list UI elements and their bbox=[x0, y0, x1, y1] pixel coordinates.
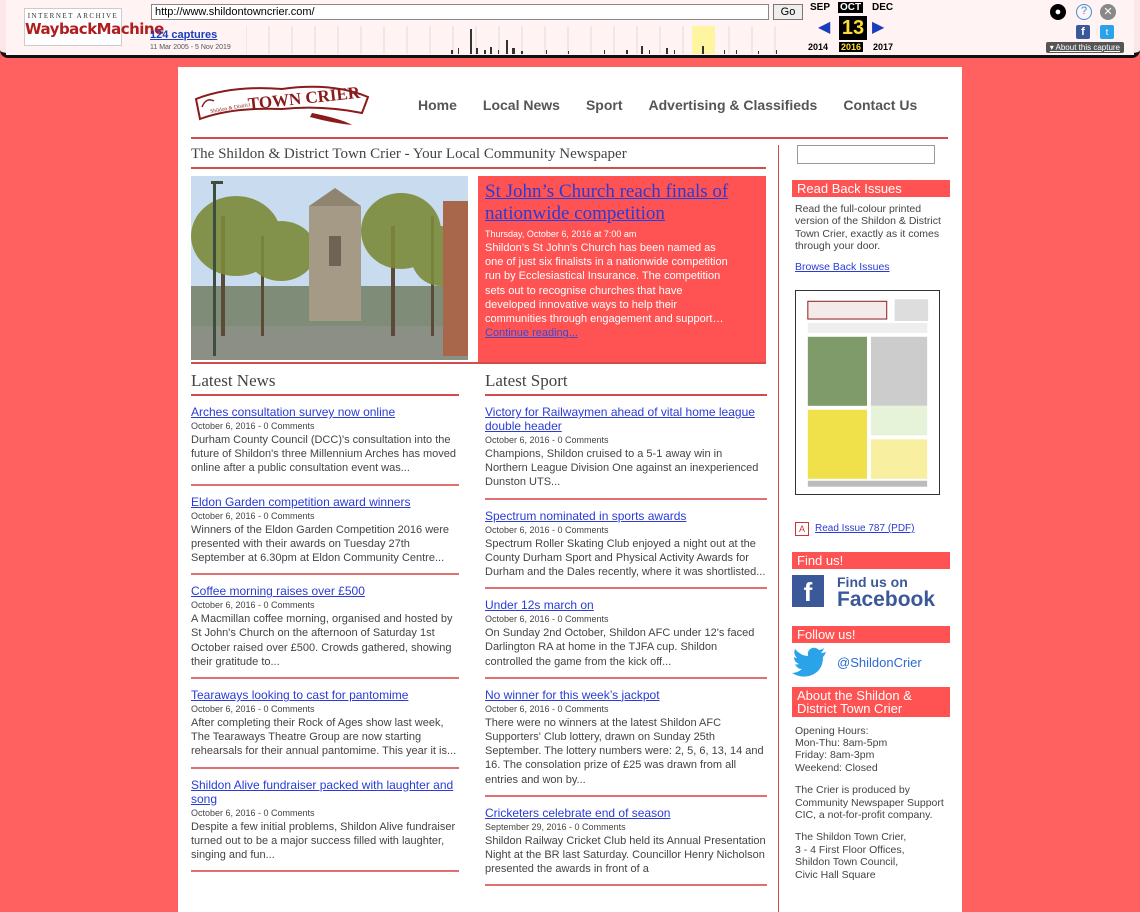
produced-by-text: The Crier is produced by Community Newspaper Support CIC, a not-for-profit company. bbox=[795, 784, 944, 822]
sport-article bbox=[485, 688, 767, 797]
address-line: Shildon Town Council, bbox=[795, 856, 899, 869]
sport-article bbox=[485, 598, 767, 679]
capture-day: 13 bbox=[839, 16, 867, 40]
hours-line: Mon-Thu: 8am-5pm bbox=[795, 737, 888, 750]
sidebar-divider bbox=[778, 145, 779, 912]
hours-line: Friday: 8am-3pm bbox=[795, 749, 875, 762]
twitter-bird-icon bbox=[792, 647, 828, 679]
news-article-meta: October 6, 2016 - 0 Comments bbox=[191, 704, 315, 715]
facebook-link[interactable] bbox=[792, 573, 950, 611]
latest-news-column bbox=[191, 371, 459, 881]
next-capture-icon[interactable]: ▶ bbox=[872, 19, 885, 36]
year-prev[interactable]: 2014 bbox=[808, 42, 829, 52]
twitter-link[interactable] bbox=[792, 647, 950, 679]
facebook-big-text: Facebook bbox=[837, 587, 936, 611]
help-icon[interactable]: ? bbox=[1076, 4, 1092, 20]
back-issues-text: Read the full-colour printed version of the Shildon & District Town Crier, exactly as it comes through your door. bbox=[795, 203, 941, 253]
month-current: OCT bbox=[840, 2, 862, 13]
wayback-capture-range: 11 Mar 2005 - 5 Nov 2019 bbox=[150, 44, 231, 51]
month-prev[interactable]: SEP bbox=[810, 2, 831, 13]
news-article-title[interactable]: Coffee morning raises over £500 bbox=[191, 584, 365, 599]
pdf-icon: A bbox=[795, 522, 809, 536]
news-article-meta: October 6, 2016 - 0 Comments bbox=[191, 421, 315, 431]
feature-continue-link[interactable]: Continue reading... bbox=[485, 327, 578, 340]
month-next[interactable]: DEC bbox=[872, 2, 894, 13]
address bbox=[792, 821, 950, 881]
main-nav bbox=[418, 97, 917, 113]
feature-date: Thursday, October 6, 2016 at 7:00 am bbox=[485, 229, 637, 239]
sport-article bbox=[485, 509, 767, 590]
latest-sport-heading: Latest Sport bbox=[485, 371, 767, 396]
read-issue-row[interactable] bbox=[792, 522, 950, 536]
address-line: Civic Hall Square bbox=[795, 868, 876, 881]
hours-line: Weekend: Closed bbox=[795, 761, 878, 774]
sidebar bbox=[792, 145, 950, 881]
news-article-meta: October 6, 2016 - 0 Comments bbox=[191, 510, 315, 521]
logo-subtitle: Shildon & District bbox=[209, 102, 251, 116]
news-article-body: Winners of the Eldon Garden Competition 2016 were presented with their awards on Tuesday 27th September at 6.30pm at Eldon Community Centre... bbox=[191, 523, 450, 565]
sport-article-meta: October 6, 2016 - 0 Comments bbox=[485, 435, 609, 445]
twitter-handle[interactable]: @ShildonCrier bbox=[837, 655, 922, 671]
wayback-go-button[interactable]: Go bbox=[773, 4, 803, 20]
about-capture-label: About this capture bbox=[1055, 43, 1120, 52]
logo-title: TOWN CRIER bbox=[246, 82, 361, 114]
sport-article-body: Champions, Shildon cruised to a 5-1 away win in Northern League Division One against an inexperienced Dunston UTS... bbox=[485, 448, 759, 489]
wayback-url-input[interactable]: http://www.shildontowncrier.com/ bbox=[151, 4, 769, 20]
news-article-title[interactable]: Shildon Alive fundraiser packed with laughter and song bbox=[191, 777, 454, 806]
user-icon[interactable]: ● bbox=[1050, 4, 1066, 20]
nav-sport[interactable]: Sport bbox=[585, 97, 623, 113]
news-article-body: After completing their Rock of Ages show last week, The Tearaways Theatre Group are now starting rehearsals for their annual pantomime. This year it is... bbox=[191, 717, 457, 758]
sport-article-body: Shildon Railway Cricket Club held its Annual Presentation Night at the BR last Saturday. Councillor Henry Nicholson presented the awards in front of a bbox=[485, 834, 766, 876]
address-line: 3 - 4 First Floor Offices, bbox=[795, 843, 905, 856]
year-next[interactable]: 2017 bbox=[873, 42, 894, 52]
twitter-share-icon[interactable]: t bbox=[1100, 25, 1114, 39]
news-article bbox=[191, 495, 459, 576]
back-issues-heading: Read Back Issues bbox=[792, 180, 950, 197]
read-issue-link[interactable]: Read Issue 787 (PDF) bbox=[815, 523, 915, 535]
news-article bbox=[191, 688, 459, 769]
facebook-icon: f bbox=[792, 575, 824, 607]
sport-article-meta: September 29, 2016 - 0 Comments bbox=[485, 821, 626, 832]
page-container bbox=[178, 67, 962, 912]
news-article-body: A Macmillan coffee morning, organised and hosted by St John's Church on the afternoon of Saturday 1st October raised over £500. Crowds gathered, showing their gratitude to... bbox=[191, 613, 453, 668]
year-current: 2016 bbox=[841, 42, 862, 52]
news-article-meta: October 6, 2016 - 0 Comments bbox=[191, 807, 315, 818]
sport-article-meta: October 6, 2016 - 0 Comments bbox=[485, 614, 609, 625]
nav-contact[interactable]: Contact Us bbox=[843, 97, 918, 113]
nav-home[interactable]: Home bbox=[418, 97, 457, 113]
facebook-label bbox=[837, 573, 936, 611]
feature-body: Shildon’s St John’s Church has been named as one of just six finalists in a nationwide competition run by Ecclesiastical Insurance. The competition sets out to recognise churches that have developed innovative ways to help their communities through engagement and support… bbox=[485, 242, 728, 326]
search-input[interactable] bbox=[797, 145, 935, 164]
header-divider bbox=[191, 137, 948, 139]
sport-article-title[interactable]: Cricketers celebrate end of season bbox=[485, 805, 671, 820]
news-article-title[interactable]: Eldon Garden competition award winners bbox=[191, 494, 411, 509]
sport-article bbox=[485, 806, 767, 887]
sport-article-meta: October 6, 2016 - 0 Comments bbox=[485, 703, 609, 714]
site-logo[interactable] bbox=[192, 79, 370, 127]
news-article bbox=[191, 584, 459, 679]
find-us-heading: Find us! bbox=[792, 552, 950, 569]
wayback-captures-link[interactable]: 124 captures bbox=[150, 29, 218, 41]
hours-line: Opening Hours: bbox=[795, 724, 869, 737]
sport-article-title[interactable]: No winner for this week’s jackpot bbox=[485, 687, 660, 702]
wayback-calendar bbox=[806, 0, 902, 55]
sport-article-meta: October 6, 2016 - 0 Comments bbox=[485, 524, 609, 535]
prev-capture-icon[interactable]: ◀ bbox=[818, 19, 831, 36]
latest-news-heading: Latest News bbox=[191, 371, 459, 396]
wayback-toolbar bbox=[0, 0, 1140, 58]
sport-article-body: Spectrum Roller Skating Club enjoyed a night out at the County Durham Sport and Physical Activity Awards for Durham and the Dales recently, where it was shortlisted... bbox=[485, 537, 766, 579]
issue-cover-image[interactable] bbox=[795, 290, 940, 495]
close-icon[interactable]: ✕ bbox=[1100, 4, 1116, 20]
about-heading: About the Shildon & District Town Crier bbox=[792, 687, 950, 717]
sport-article-title[interactable]: Under 12s march on bbox=[485, 598, 594, 613]
news-article bbox=[191, 405, 459, 486]
facebook-small-text: Find us on bbox=[837, 573, 908, 590]
sport-article-body: There were no winners at the latest Shildon AFC Supporters' Club lottery, drawn on Sunday 25th September. The lottery numbers were: 2, 5, 6, 13, 14 and 16. The consolation prize of £25 was drawn from all entries and won by... bbox=[485, 716, 764, 786]
wayback-logo-top: INTERNET ARCHIVE bbox=[27, 12, 119, 20]
facebook-share-icon[interactable]: f bbox=[1076, 25, 1090, 39]
page-tagline: The Shildon & District Town Crier - Your Local Community Newspaper bbox=[191, 146, 766, 169]
sport-article bbox=[485, 405, 767, 500]
news-article-title[interactable]: Tearaways looking to cast for pantomime bbox=[191, 688, 409, 703]
follow-us-heading: Follow us! bbox=[792, 626, 950, 643]
feature-image[interactable] bbox=[191, 176, 468, 360]
sport-article-title[interactable]: Spectrum nominated in sports awards bbox=[485, 508, 687, 523]
address-line: The Shildon Town Crier, bbox=[795, 831, 907, 844]
about-capture-link[interactable]: ▾ About this capture bbox=[1046, 42, 1124, 53]
feature-divider bbox=[191, 362, 766, 364]
capture-sparkline[interactable] bbox=[246, 26, 804, 54]
browse-back-issues-link[interactable]: Browse Back Issues bbox=[795, 260, 890, 273]
wayback-logo[interactable] bbox=[24, 8, 164, 46]
feature-title-link[interactable]: St John’s Church reach finals of nationwide competition bbox=[485, 181, 729, 224]
feature-article bbox=[478, 176, 766, 364]
sport-article-body: On Sunday 2nd October, Shildon AFC under 12's faced Darlington RA at home in the TJFA cup. Shildon controlled the game from the kick off... bbox=[485, 627, 755, 668]
opening-hours bbox=[792, 717, 950, 775]
nav-local-news[interactable]: Local News bbox=[482, 97, 560, 113]
wayback-toolbar-inner bbox=[6, 0, 1134, 55]
news-article-body: Despite a few initial problems, Shildon Alive fundraiser turned out to be a major success filled with laughter, singing and fun... bbox=[191, 820, 456, 862]
latest-sport-column bbox=[485, 371, 767, 895]
nav-advertising[interactable]: Advertising & Classifieds bbox=[648, 97, 818, 113]
news-article bbox=[191, 778, 459, 873]
wayback-logo-main: WaybackMachine bbox=[25, 20, 164, 38]
sport-article-title[interactable]: Victory for Railwaymen ahead of vital home league double header bbox=[485, 405, 755, 433]
news-article-title[interactable]: Arches consultation survey now online bbox=[191, 405, 396, 419]
news-article-body: Durham County Council (DCC)'s consultation into the future of Shildon's three Millennium Arches has moved online after a public consultation event was... bbox=[191, 434, 457, 475]
news-article-meta: October 6, 2016 - 0 Comments bbox=[191, 600, 315, 611]
